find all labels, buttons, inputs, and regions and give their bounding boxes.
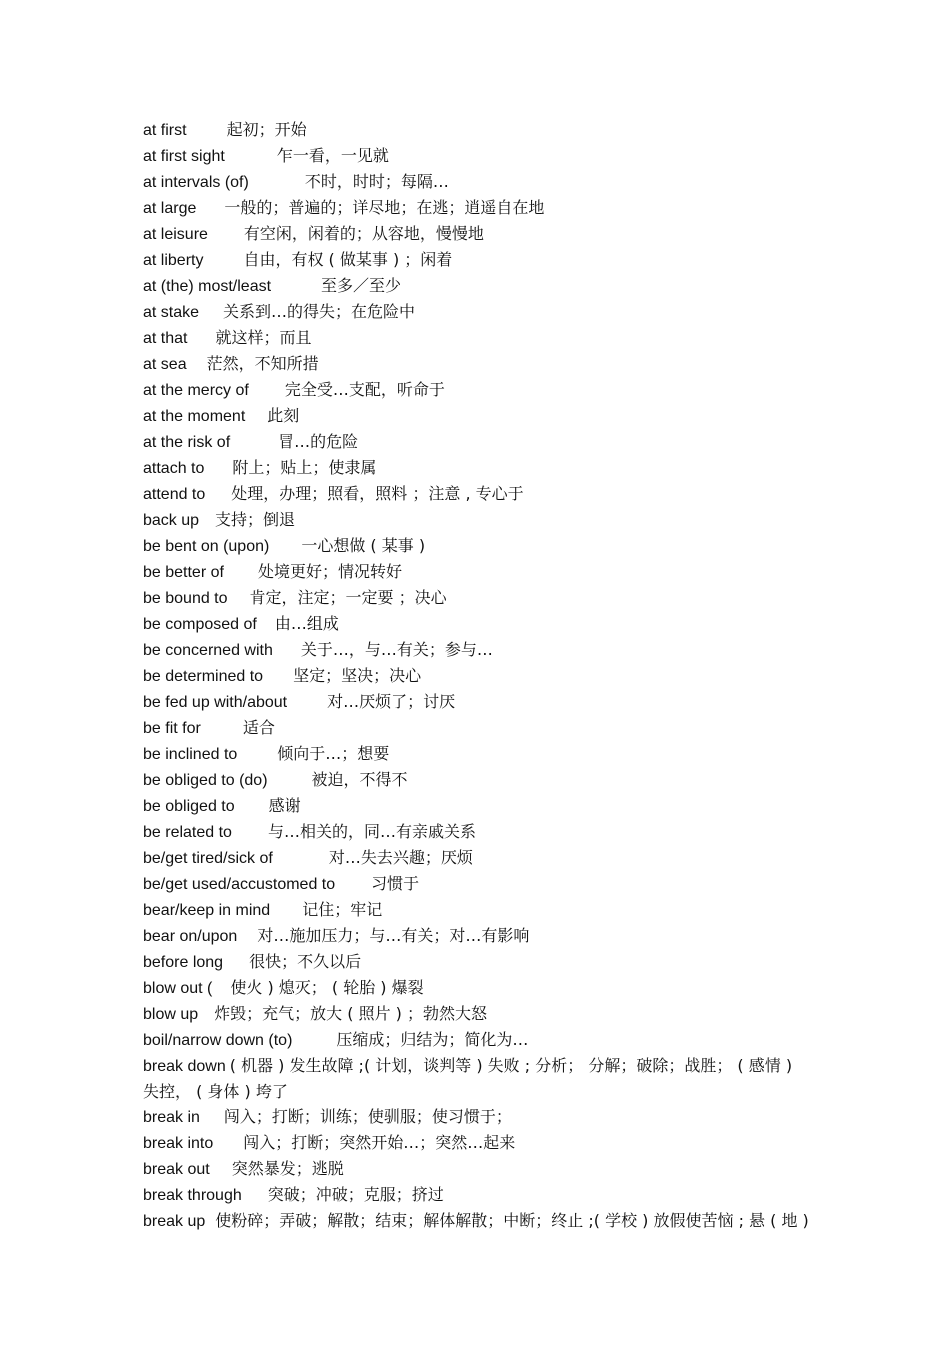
entry-meaning: 完全受…支配，听命于 [284, 380, 445, 399]
entry-row [143, 195, 813, 221]
entry-row [143, 351, 813, 377]
entry-row [143, 715, 813, 741]
entry-row [143, 767, 813, 793]
entry-phrase: break through [143, 1187, 242, 1204]
entry-phrase: be/get used/accustomed to [143, 876, 336, 893]
entry-row [143, 585, 813, 611]
entry-phrase: at that [143, 330, 188, 347]
entry-meaning: 压缩成；归结为；简化为… [336, 1030, 529, 1049]
entry-phrase: break into [143, 1135, 214, 1152]
entry-phrase: break up [143, 1213, 206, 1230]
entry-phrase: at the mercy of [143, 382, 249, 399]
entry-row [143, 377, 813, 403]
entry-meaning: 关系到…的得失；在危险中 [223, 302, 416, 321]
entry-meaning: 肯定，注定；一定要 ；决心 [249, 588, 447, 607]
entry-row [143, 975, 813, 1001]
entry-phrase: at leisure [143, 226, 208, 243]
entry-meaning: 闯入；打断；突然开始…；突然…起来 [243, 1133, 516, 1152]
entry-meaning: 倾向于…；想要 [277, 744, 390, 763]
entry-meaning: 对…厌烦了；讨厌 [327, 692, 456, 711]
entry-row [143, 143, 813, 169]
entry-meaning: 就这样；而且 [215, 328, 312, 347]
entry-phrase: bear on/upon [143, 928, 238, 945]
entry-meaning: 炸毁；充气；放大 ( 照片 ) ；勃然大怒 [214, 1004, 487, 1023]
entry-row [143, 455, 813, 481]
entry-row [143, 871, 813, 897]
entry-row [143, 221, 813, 247]
entry-meaning: 感谢 [268, 796, 301, 815]
entry-meaning: 处境更好；情况转好 [257, 562, 402, 581]
entry-row [143, 533, 813, 559]
entry-row [143, 403, 813, 429]
entry-phrase: be composed of [143, 616, 257, 633]
entry-phrase: bear/keep in mind [143, 902, 271, 919]
entry-phrase: at first sight [143, 148, 225, 165]
entry-meaning: 不时，时时；每隔… [304, 172, 449, 191]
entry-phrase: be bent on (upon) [143, 538, 270, 555]
entry-phrase: be determined to [143, 668, 264, 685]
entry-row [143, 845, 813, 871]
entry-phrase: break down [143, 1058, 226, 1075]
entry-row [143, 1156, 813, 1182]
entry-row [143, 1053, 813, 1104]
entry-meaning: 很快；不久以后 [249, 952, 362, 971]
entry-meaning: 此刻 [267, 406, 300, 425]
entry-row [143, 325, 813, 351]
entry-row [143, 1130, 813, 1156]
entry-phrase: be fed up with/about [143, 694, 288, 711]
entry-meaning: 使火 ) 熄灭； ( 轮胎 ) 爆裂 [230, 978, 424, 997]
entry-meaning: 有空闲，闲着的；从容地，慢慢地 [243, 224, 484, 243]
entry-phrase: boil/narrow down (to) [143, 1032, 293, 1049]
entry-phrase: be bound to [143, 590, 228, 607]
entry-row [143, 897, 813, 923]
entry-row [143, 247, 813, 273]
entry-phrase: back up [143, 512, 200, 529]
entry-meaning: 支持；倒退 [215, 510, 296, 529]
entry-meaning: 习惯于 [371, 874, 420, 893]
entry-meaning: 突然暴发；逃脱 [231, 1159, 344, 1178]
entry-row [143, 507, 813, 533]
entry-phrase: at large [143, 200, 197, 217]
entry-row [143, 559, 813, 585]
entry-meaning: 处理，办理；照看，照料 ；注意 , 专心于 [231, 484, 524, 503]
entry-phrase: at sea [143, 356, 187, 373]
entry-row [143, 949, 813, 975]
entry-phrase: break out [143, 1161, 210, 1178]
entry-phrase: at the moment [143, 408, 246, 425]
entry-phrase: attach to [143, 460, 205, 477]
entry-meaning: 一心想做 ( 某事 ) [301, 536, 426, 555]
entry-row [143, 637, 813, 663]
entry-meaning: 对…施加压力；与…有关；对…有影响 [257, 926, 530, 945]
entry-meaning: 使粉碎；弄破；解散；结束；解体解散；中断；终止 ;( 学校 ) 放假使苦恼 ; 悬 ( 地 ) [215, 1211, 809, 1230]
entry-meaning: 闯入；打断；训练；使驯服；使习惯于； [223, 1107, 512, 1126]
entry-meaning: 乍一看，一见就 [276, 146, 389, 165]
entry-row [143, 1001, 813, 1027]
entry-row [143, 481, 813, 507]
entry-row [143, 923, 813, 949]
entry-meaning: 至多／至少 [321, 276, 402, 295]
entry-meaning: ( 机器 ) 发生故障 ;( 计划，谈判等 ) 失败 ; 分析； 分解；破除；战胜； ( 感情 ) 失控， ( 身体 ) 垮了 [143, 1056, 793, 1101]
entry-phrase: be related to [143, 824, 232, 841]
entry-meaning: 与…相关的，同…有亲戚关系 [267, 822, 476, 841]
entry-row [143, 741, 813, 767]
entry-meaning: 突破；冲破；克服；挤过 [267, 1185, 444, 1204]
entry-row [143, 819, 813, 845]
entry-row [143, 117, 813, 143]
entry-meaning: 记住；牢记 [302, 900, 383, 919]
entry-phrase: be obliged to (do) [143, 772, 268, 789]
entry-phrase: be/get tired/sick of [143, 850, 273, 867]
entry-row [143, 663, 813, 689]
entry-row [143, 299, 813, 325]
entry-row [143, 1104, 813, 1130]
entry-phrase: before long [143, 954, 224, 971]
entry-row [143, 611, 813, 637]
entry-phrase: be concerned with [143, 642, 273, 659]
entry-row [143, 1208, 813, 1234]
entry-row [143, 1027, 813, 1053]
entry-phrase: be fit for [143, 720, 201, 737]
entry-phrase: blow out ( [143, 980, 213, 997]
entry-phrase: at (the) most/least [143, 278, 272, 295]
entry-row [143, 169, 813, 195]
entry-phrase: at intervals (of) [143, 174, 249, 191]
entry-meaning: 附上；贴上；使隶属 [232, 458, 377, 477]
entry-meaning: 茫然，不知所措 [206, 354, 319, 373]
entry-meaning: 由…组成 [274, 614, 339, 633]
entry-phrase: at liberty [143, 252, 204, 269]
entry-phrase: be better of [143, 564, 224, 581]
entry-phrase: at stake [143, 304, 200, 321]
entry-phrase: at first [143, 122, 187, 139]
entry-meaning: 对…失去兴趣；厌烦 [328, 848, 473, 867]
entry-phrase: be inclined to [143, 746, 238, 763]
entry-phrase: break in [143, 1109, 200, 1126]
entry-row [143, 793, 813, 819]
entry-meaning: 坚定；坚决；决心 [293, 666, 422, 685]
entry-meaning: 一般的；普遍的；详尽地；在逃；逍遥自在地 [224, 198, 545, 217]
entry-row [143, 1182, 813, 1208]
entry-meaning: 适合 [242, 718, 275, 737]
entry-phrase: at the risk of [143, 434, 231, 451]
entry-phrase: blow up [143, 1006, 199, 1023]
entry-row [143, 273, 813, 299]
entry-row [143, 429, 813, 455]
entry-phrase: attend to [143, 486, 206, 503]
entry-meaning: 起初；开始 [226, 120, 307, 139]
entry-meaning: 自由，有权 ( 做某事 ) ；闲着 [243, 250, 453, 269]
entry-meaning: 冒…的危险 [278, 432, 359, 451]
entry-meaning: 被迫，不得不 [311, 770, 408, 789]
entry-row [143, 689, 813, 715]
entry-meaning: 关于…，与…有关；参与… [300, 640, 493, 659]
document-page [143, 117, 813, 1234]
entry-phrase: be obliged to [143, 798, 235, 815]
